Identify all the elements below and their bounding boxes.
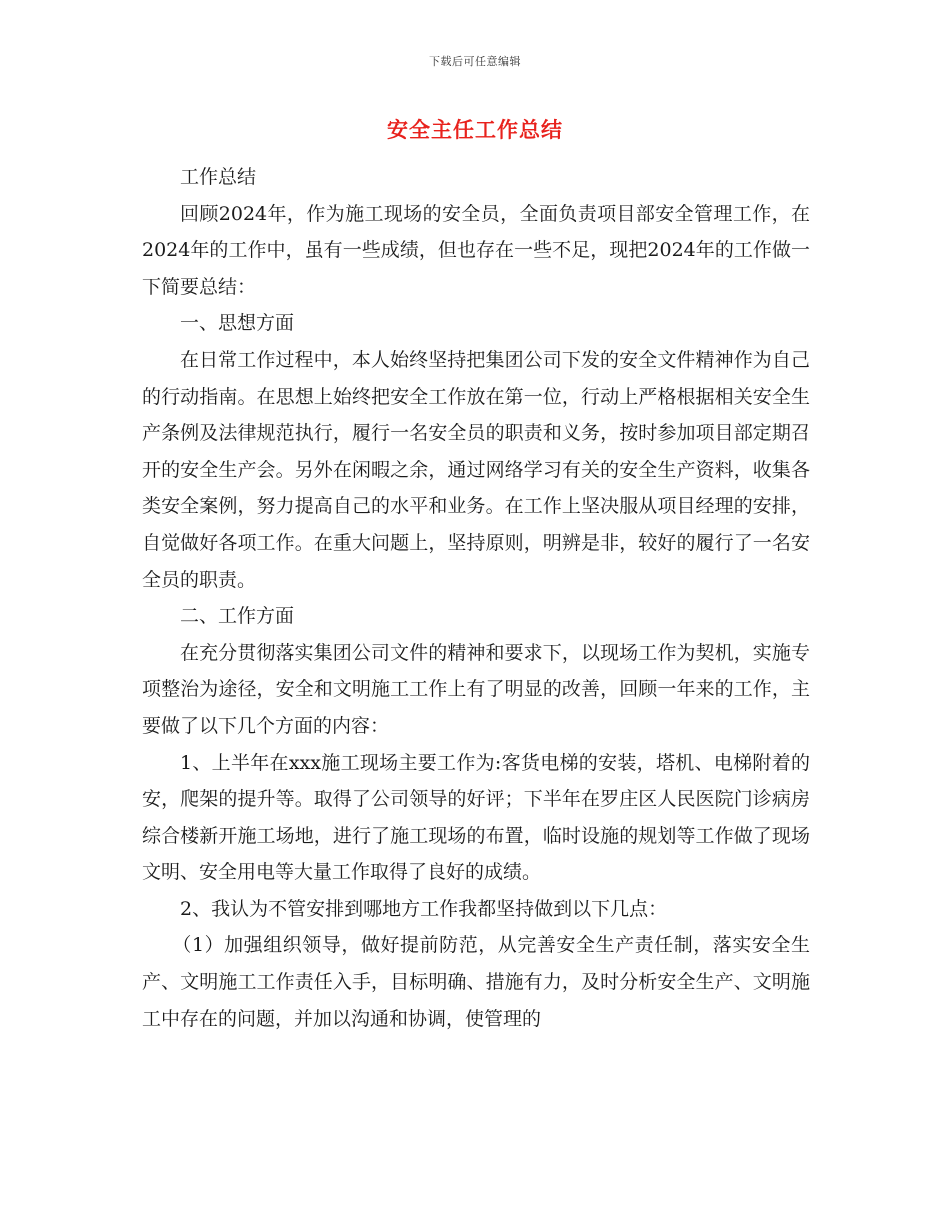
work-paragraph: 在充分贯彻落实集团公司文件的精神和要求下，以现场工作为契机，实施专项整治为途径，安全和文明施工工作上有了明显的改善，回顾一年来的工作，主要做了以下几个方面的内容： — [142, 641, 810, 737]
section-label: 工作总结 — [180, 166, 257, 188]
section-heading-work: 二、工作方面 — [180, 605, 295, 628]
document-title: 安全主任工作总结 — [387, 117, 563, 142]
thought-paragraph: 在日常工作过程中，本人始终坚持把集团公司下发的安全文件精神作为自己的行动指南。在思想上始终把安全工作放在第一位，行动上严格根据相关安全生产条例及法律规范执行，履行一名安全员的职责和义务，按时参加项目部定期召开的安全生产会。另外在闲暇之余，通过网络学习有关的安全生产资料，收集各类安全案例，努力提高自己的水平和业务。在工作上坚决服从项目经理的安排，自觉做好各项工作。在重大问题上，坚持原则，明辨是非，较好的履行了一名安全员的职责。 — [142, 348, 810, 591]
document-body — [142, 159, 810, 1037]
work-item-1: 1、上半年在xxx施工现场主要工作为:客货电梯的安装，塔机、电梯附着的安，爬架的提升等。取得了公司领导的好评；下半年在罗庄区人民医院门诊病房综合楼新开施工场地，进行了施工现场的布置，临时设施的规划等工作做了现场文明、安全用电等大量工作取得了良好的成绩。 — [142, 751, 810, 884]
intro-paragraph: 回顾2024年，作为施工现场的安全员，全面负责项目部安全管理工作，在2024年的工作中，虽有一些成绩，但也存在一些不足，现把2024年的工作做一下简要总结： — [142, 202, 810, 298]
section-heading-thought: 一、思想方面 — [180, 312, 295, 335]
work-item-2: 2、我认为不管安排到哪地方工作我都坚持做到以下几点： — [180, 897, 668, 920]
work-subitem-1: （1）加强组织领导，做好提前防范，从完善安全生产责任制，落实安全生产、文明施工工作责任入手，目标明确、措施有力，及时分析安全生产、文明施工中存在的问题，并加以沟通和协调，使管理的 — [142, 934, 810, 1030]
header-note: 下载后可任意编辑 — [429, 55, 521, 68]
